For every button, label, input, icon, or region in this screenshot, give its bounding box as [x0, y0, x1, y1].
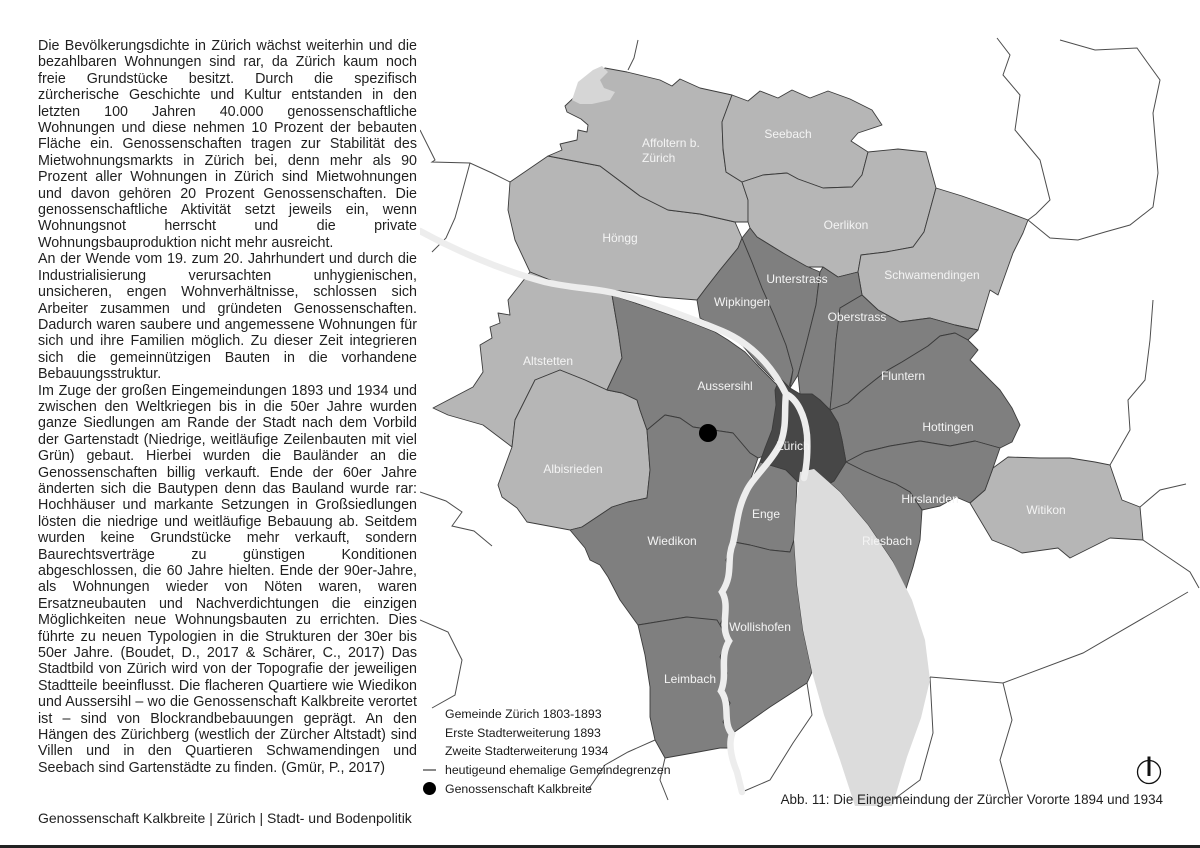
municipal-boundary-line	[1028, 40, 1160, 240]
figure-caption: Abb. 11: Die Eingemeindung der Zürcher Vororte 1894 und 1934	[780, 792, 1163, 807]
paragraph-1: Die Bevölkerungsdichte in Zürich wächst weiterhin und die bezahlbaren Wohnungen sind rar, da Zürich kaum noch freie Grundstücke besitzt. Durch die spezifisch zürcherische Geschichte und Kultur entstanden in den letzten 100 Jahren 40.000 genossenschaftliche Wohnungen und diese nehmen 10 Prozent der bebauten Fläche ein. Genossenschaften tragen zur Stabilität des Mietwohnungsmarkts in Zürich bei, denn mehr als 90 Prozent aller Wohnungen in Zürich sind Mietwohnungen und davon gehören 20 Prozent Genossenschaften. Die genossenschaftliche Aktivität setzt jeweils ein, wenn Wohnungsnot herrscht und die private Wohnungsbauproduktion nicht mehr ausreicht.	[38, 38, 417, 251]
municipal-boundary-line	[1000, 683, 1012, 797]
district-label: Wollishofen	[729, 620, 791, 634]
legend-item-erste-stadterweiterung	[423, 724, 671, 743]
district-label: Hottingen	[922, 420, 974, 434]
paragraph-3: Im Zuge der großen Eingemeindungen 1893 und 1934 und zwischen den Weltkriegen bis in die 50er Jahre wurden ganze Siedlungen am Rande der Stadt nach dem Vorbild der Gartenstadt (Niedrige, weitläufige Zeilenbauten mit viel Grün) gebaut. Hierbei wurden die Bauländer an die Genossenschaften billig verkauft. Ende der 60er Jahre änderten sich die Bautypen denn das Bauland wurde rar: Hochhäuser und markante Setzungen in Großsiedlungen lösten die niedrige und weitläufige Bebauung ab. Seitdem wurden keine Grundstücke mehr verkauft, sondern Baurechtsverträge zu günstigen Konditionen abgeschlossen, die 60 Jahre hielten. Ende der 90er-Jahre, als Wohnungen wieder von Nöten waren, waren Ersatzneubauten und Nachverdichtungen die einzigen Möglichkeiten neue Wohnungsbauten zu errichten. Dies führte zu neuen Typologien in die Strukturen der 30er bis 50er Jahre. (Boudet, D., 2017 & Schärer, C., 2017) Das Stadtbild von Zürich wird von der Topografie der jeweiligen Stadtteile beeinflusst. Die flacheren Quartiere wie Wiedikon und Aussersihl – wo die Genossenschaft Kalkbreite verortet ist – sind von Blockrandbebauungen geprägt. An den Hängen des Zürichberg (westlich der Zürcher Altstadt) sind Villen und in den Quartieren Schwamendingen und Seebach sind Gartenstädte zu finden. (Gmür, P., 2017)	[38, 382, 417, 776]
district-label: Hirslanden	[901, 492, 959, 506]
district-label: Seebach	[764, 127, 812, 141]
district-label: Witikon	[1026, 503, 1066, 517]
paragraph-2: An der Wende vom 19. zum 20. Jahrhundert und durch die Industrialisierung verursachten unhygienischen, unsicheren, engen Wohnverhältnisse, schlossen sich Arbeiter zusammen und gründeten Genossenschaften. Dadurch waren saubere und angemessene Wohnungen für sich und ihre Familien möglich. Zu dieser Zeit integrieren sich die gemeinnützigen Bauten in die vorhandene Bebauungsstruktur.	[38, 251, 417, 383]
legend-label: Erste Stadterweiterung 1893	[445, 725, 601, 740]
district-label: Fluntern	[880, 369, 926, 383]
legend-item-gemeindegrenzen	[423, 761, 671, 780]
municipal-boundary-line	[1110, 300, 1153, 465]
kalkbreite-marker	[699, 424, 717, 442]
district-label: Enge	[751, 507, 781, 521]
district-label: Albisrieden	[543, 462, 603, 476]
district-label: Schwamendingen	[884, 268, 980, 282]
legend-boundary-line-icon	[423, 769, 436, 771]
legend-swatch-second-icon	[423, 745, 436, 758]
legend-item-gemeinde-zurich	[423, 705, 671, 724]
legend-item-kalkbreite	[423, 779, 671, 798]
legend-swatch-first-icon	[423, 726, 436, 739]
legend-swatch-core-icon	[423, 708, 436, 721]
municipal-boundary-line	[930, 592, 1188, 683]
district-label: Wipkingen	[713, 295, 771, 309]
district-label: Affoltern b. Zürich	[642, 136, 700, 165]
municipal-boundary-line	[1143, 540, 1199, 588]
municipal-boundary-line	[1140, 484, 1186, 507]
legend-label: Zweite Stadterweiterung 1934	[445, 744, 609, 759]
footer-title: Genossenschaft Kalkbreite | Zürich | Stadt- und Bodenpolitik	[38, 810, 412, 826]
municipal-boundary-line	[628, 40, 638, 70]
district-label: Aussersihl	[697, 379, 753, 393]
map-legend	[423, 705, 671, 798]
district-label: Zürich	[776, 439, 810, 453]
district-label: Unterstrass	[766, 272, 828, 286]
district-label: Oerlikon	[823, 218, 869, 232]
legend-label: heutigeund ehemalige Gemeindegrenzen	[445, 763, 671, 778]
municipal-boundary-line	[420, 130, 510, 182]
district-label: Leimbach	[663, 672, 717, 686]
district-label: Höngg	[602, 231, 638, 245]
legend-item-zweite-stadterweiterung	[423, 742, 671, 761]
municipal-boundary-line	[420, 620, 462, 708]
municipal-boundary-line	[420, 492, 492, 546]
district-label: Oberstrass	[827, 310, 887, 324]
body-text	[38, 38, 417, 776]
municipal-boundary-line	[997, 38, 1050, 220]
legend-label: Gemeinde Zürich 1803-1893	[445, 707, 602, 722]
legend-label: Genossenschaft Kalkbreite	[445, 781, 592, 796]
district-label: Wiedikon	[647, 534, 697, 548]
district-label: Riesbach	[861, 534, 913, 548]
district-label: Altstetten	[522, 354, 574, 368]
legend-kalkbreite-dot-icon	[423, 782, 436, 795]
